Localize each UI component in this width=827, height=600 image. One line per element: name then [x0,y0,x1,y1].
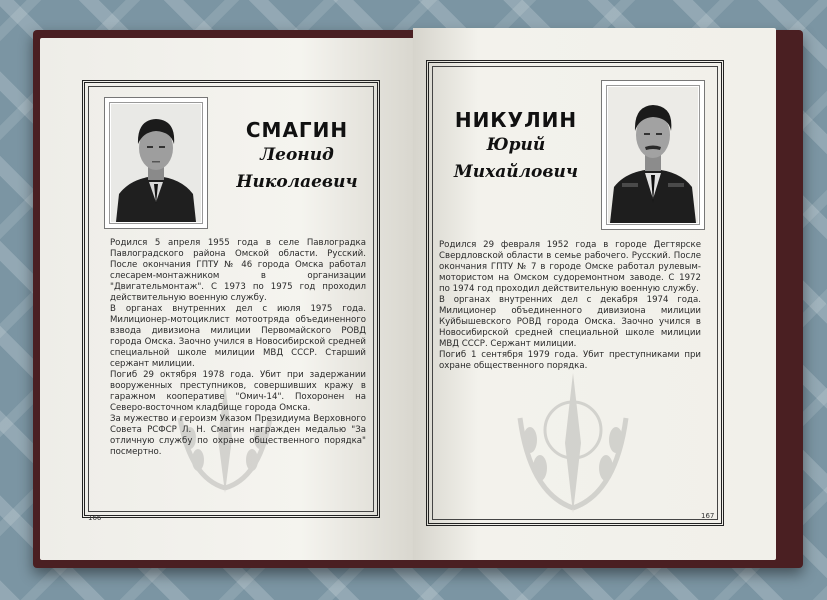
portrait-image [608,87,698,223]
person-name-block [441,108,591,186]
surname: НИКУЛИН [454,108,578,132]
left-page [40,38,413,560]
first-name: Леонид [260,145,334,165]
surname: СМАГИН [245,118,349,142]
right-page [413,28,776,560]
portrait-photo-nikulin [601,80,705,230]
patronymic: Михайлович [453,162,579,182]
page-number: 167 [701,512,715,520]
biography-text: Родился 5 апреля 1955 года в селе Павлоградка Павлоградского района Омской области. Русский. После окончания ГПТУ № 46 города Омска работал слесарем-монтажником в организации "Двигательмонтаж". С 1973 по 1975 год проходил действительную военную службу. В органах внутренних дел с июля 1975 года. Милиционер-мотоциклист мотоотряда объединенного взвода дивизиона милиции Первомайского РОВД города Омска. Заочно учился в Новосибирской средней специальной школе милиции МВД СССР. Старший сержант милиции. Погиб 29 октября 1978 года. Убит при задержании вооруженных преступников, совершивших кражу в гаражном кооперативе "Омич-14". Похоронен на Северо-восточном кладбище города Омска. За мужество и героизм Указом Президиума Верховного Совета РСФСР Л. Н. Смагин награжден медалью "За отличную службу по охране общественного порядка" посмертно. [110,238,366,457]
portrait-photo-smagin [104,97,208,229]
police-emblem-watermark [508,368,638,518]
page-number: 166 [88,514,102,522]
first-name: Юрий [486,135,546,155]
biography-text: Родился 29 февраля 1952 года в городе Дегтярске Свердловской области в семье рабочего. Русский. После окончания ГПТУ № 7 в городе Омске работал рулевым-мотористом на Омском судоремонтном заводе. С 1972 по 1974 год проходил действительную военную службу. В органах внутренних дел с декабря 1974 года. Милиционер объединенного дивизиона милиции Куйбышевского РОВД города Омска. Заочно учился в Новосибирской средней специальной школе милиции МВД СССР. Сержант милиции. Погиб 1 сентября 1979 года. Убит преступниками при охране общественного порядка. [439,240,701,371]
portrait-image [111,104,201,222]
person-name-block [222,118,372,196]
patronymic: Николаевич [236,172,358,192]
